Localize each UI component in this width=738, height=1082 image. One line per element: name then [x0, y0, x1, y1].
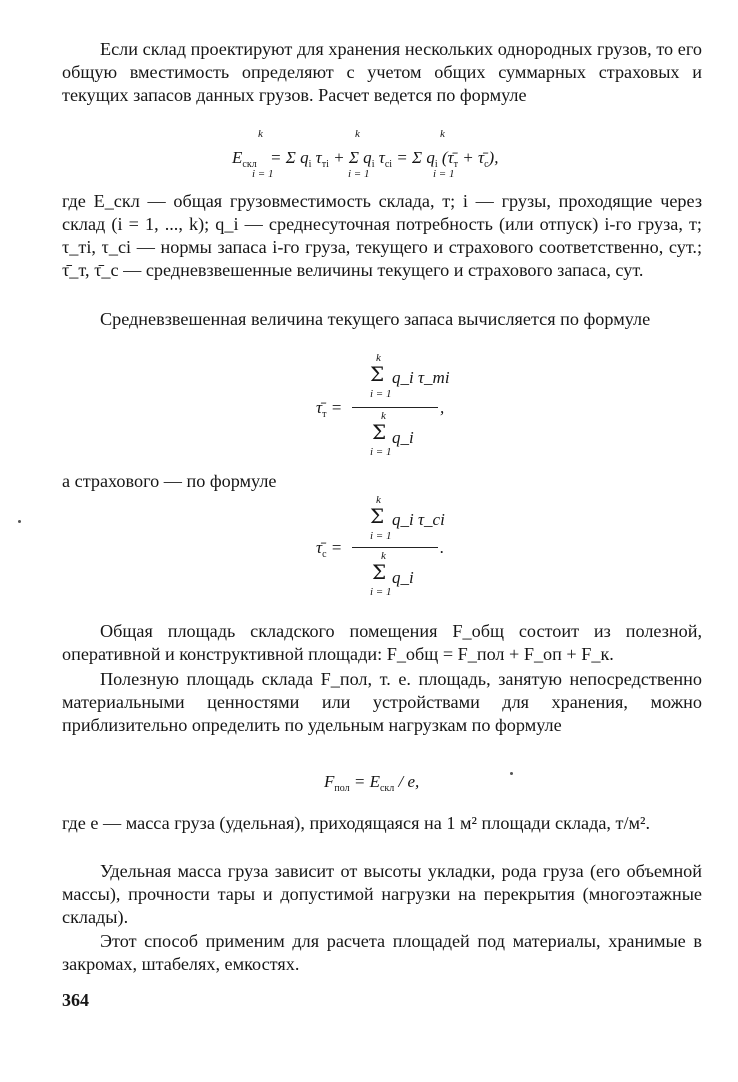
- scan-speck: [510, 772, 513, 775]
- paragraph-4: а страхового — по формуле: [62, 471, 277, 491]
- paragraph-8: Удельная масса груза зависит от высоты укладки, рода груза (его объемной массы), прочности тары и допустимой нагрузки на перекрытия (многоэтажные склады).: [62, 861, 702, 927]
- book-page: Если склад проектируют для хранения нескольких однородных грузов, то его общую вместимость определяют с учетом общих суммарных страховых и текущих запасов данных грузов. Расчет ведется по формуле k k k $E_{скл}$ = Σ $q_i$ $\tau_{тi} + \Sigma$ $q_i$ $\tau_{сi} = \Sigma$ $q_i$ ($\taū_т$ + $\taū_с$), i = 1 i = 1 i = 1 где E_скл — общая грузовместимость склада, т; i — грузы, проходящие через склад (i = 1, ..., k); q_i — среднесуточная потребность (или отпуск) i-го груза, т; τ_тi, τ_сi — нормы запаса i-го груза, текущего и страхового соответственно, сут.; τ̄_т, τ̄_с — средневзвешенные величины текущего и страхового запаса, сут. Средневзвешенная величина текущего запаса вычисляется по формуле k Σ q_i τ_тi i = 1 $\taū_т$ = , k Σ q_i i = 1 а страхового — по формуле k Σ q_i τ_сi i = 1 $\taū_с$ = . k Σ q_i i = 1 Общая площадь складского помещения F_общ состоит из полезной, оперативной и конструктивной площади: F_общ = F_пол + F_оп + F_к. Полезную площадь склада F_пол, т. е. площадь, занятую непосредственно материальными ценностями или устройствами для хранения, можно приблизительно определить по удельным нагрузкам по формуле $F_{пол} = E_{скл} / e$, где e — масса груза (удельная), приходящаяся на 1 м² площади склада, т/м². Удельная масса груза зависит от высоты укладки, рода груза (его объемной массы), прочности тары и допустимой нагрузки на перекрытия (многоэтажные склады). Этот способ применим для расчета площадей под материалы, хранимые в закромах, штабелях, емкостях. 364: [0, 0, 738, 1082]
- scan-speck: [18, 520, 21, 523]
- formula-useful-area: $F_{пол} = E_{скл} / e$,: [324, 772, 420, 794]
- paragraph-5: Общая площадь складского помещения F_общ состоит из полезной, оперативной и конструктивной площади: F_общ = F_пол + F_оп + F_к.: [62, 621, 702, 664]
- page-number: 364: [62, 990, 89, 1010]
- paragraph-6: Полезную площадь склада F_пол, т. е. площадь, занятую непосредственно материальными ценностями или устройствами для хранения, можно приблизительно определить по удельным нагрузкам по формуле: [62, 669, 702, 735]
- paragraph-7: где e — масса груза (удельная), приходящаяся на 1 м² площади склада, т/м².: [62, 813, 651, 833]
- formula-1-body: = Σ $q_i$ $\tau_{тi} + \Sigma$ $q_i$ $\tau_{сi} = \Sigma$ $q_i$ ($\taū_т$ + $\taū_с$),: [270, 148, 499, 170]
- paragraph-1: Если склад проектируют для хранения нескольких однородных грузов, то его общую вместимость определяют с учетом общих суммарных страховых и текущих запасов данных грузов. Расчет ведется по формуле: [62, 39, 702, 105]
- paragraph-9: Этот способ применим для расчета площадей под материалы, хранимые в закромах, штабелях, емкостях.: [62, 931, 702, 974]
- paragraph-3: Средневзвешенная величина текущего запаса вычисляется по формуле: [100, 309, 651, 329]
- paragraph-2: где E_скл — общая грузовместимость склада, т; i — грузы, проходящие через склад (i = 1, ..., k); q_i — среднесуточная потребность (или отпуск) i-го груза, т; τ_тi, τ_сi — нормы запаса i-го груза, текущего и страхового соответственно, сут.; τ̄_т, τ̄_с — средневзвешенные величины текущего и страхового запаса, сут.: [62, 191, 702, 280]
